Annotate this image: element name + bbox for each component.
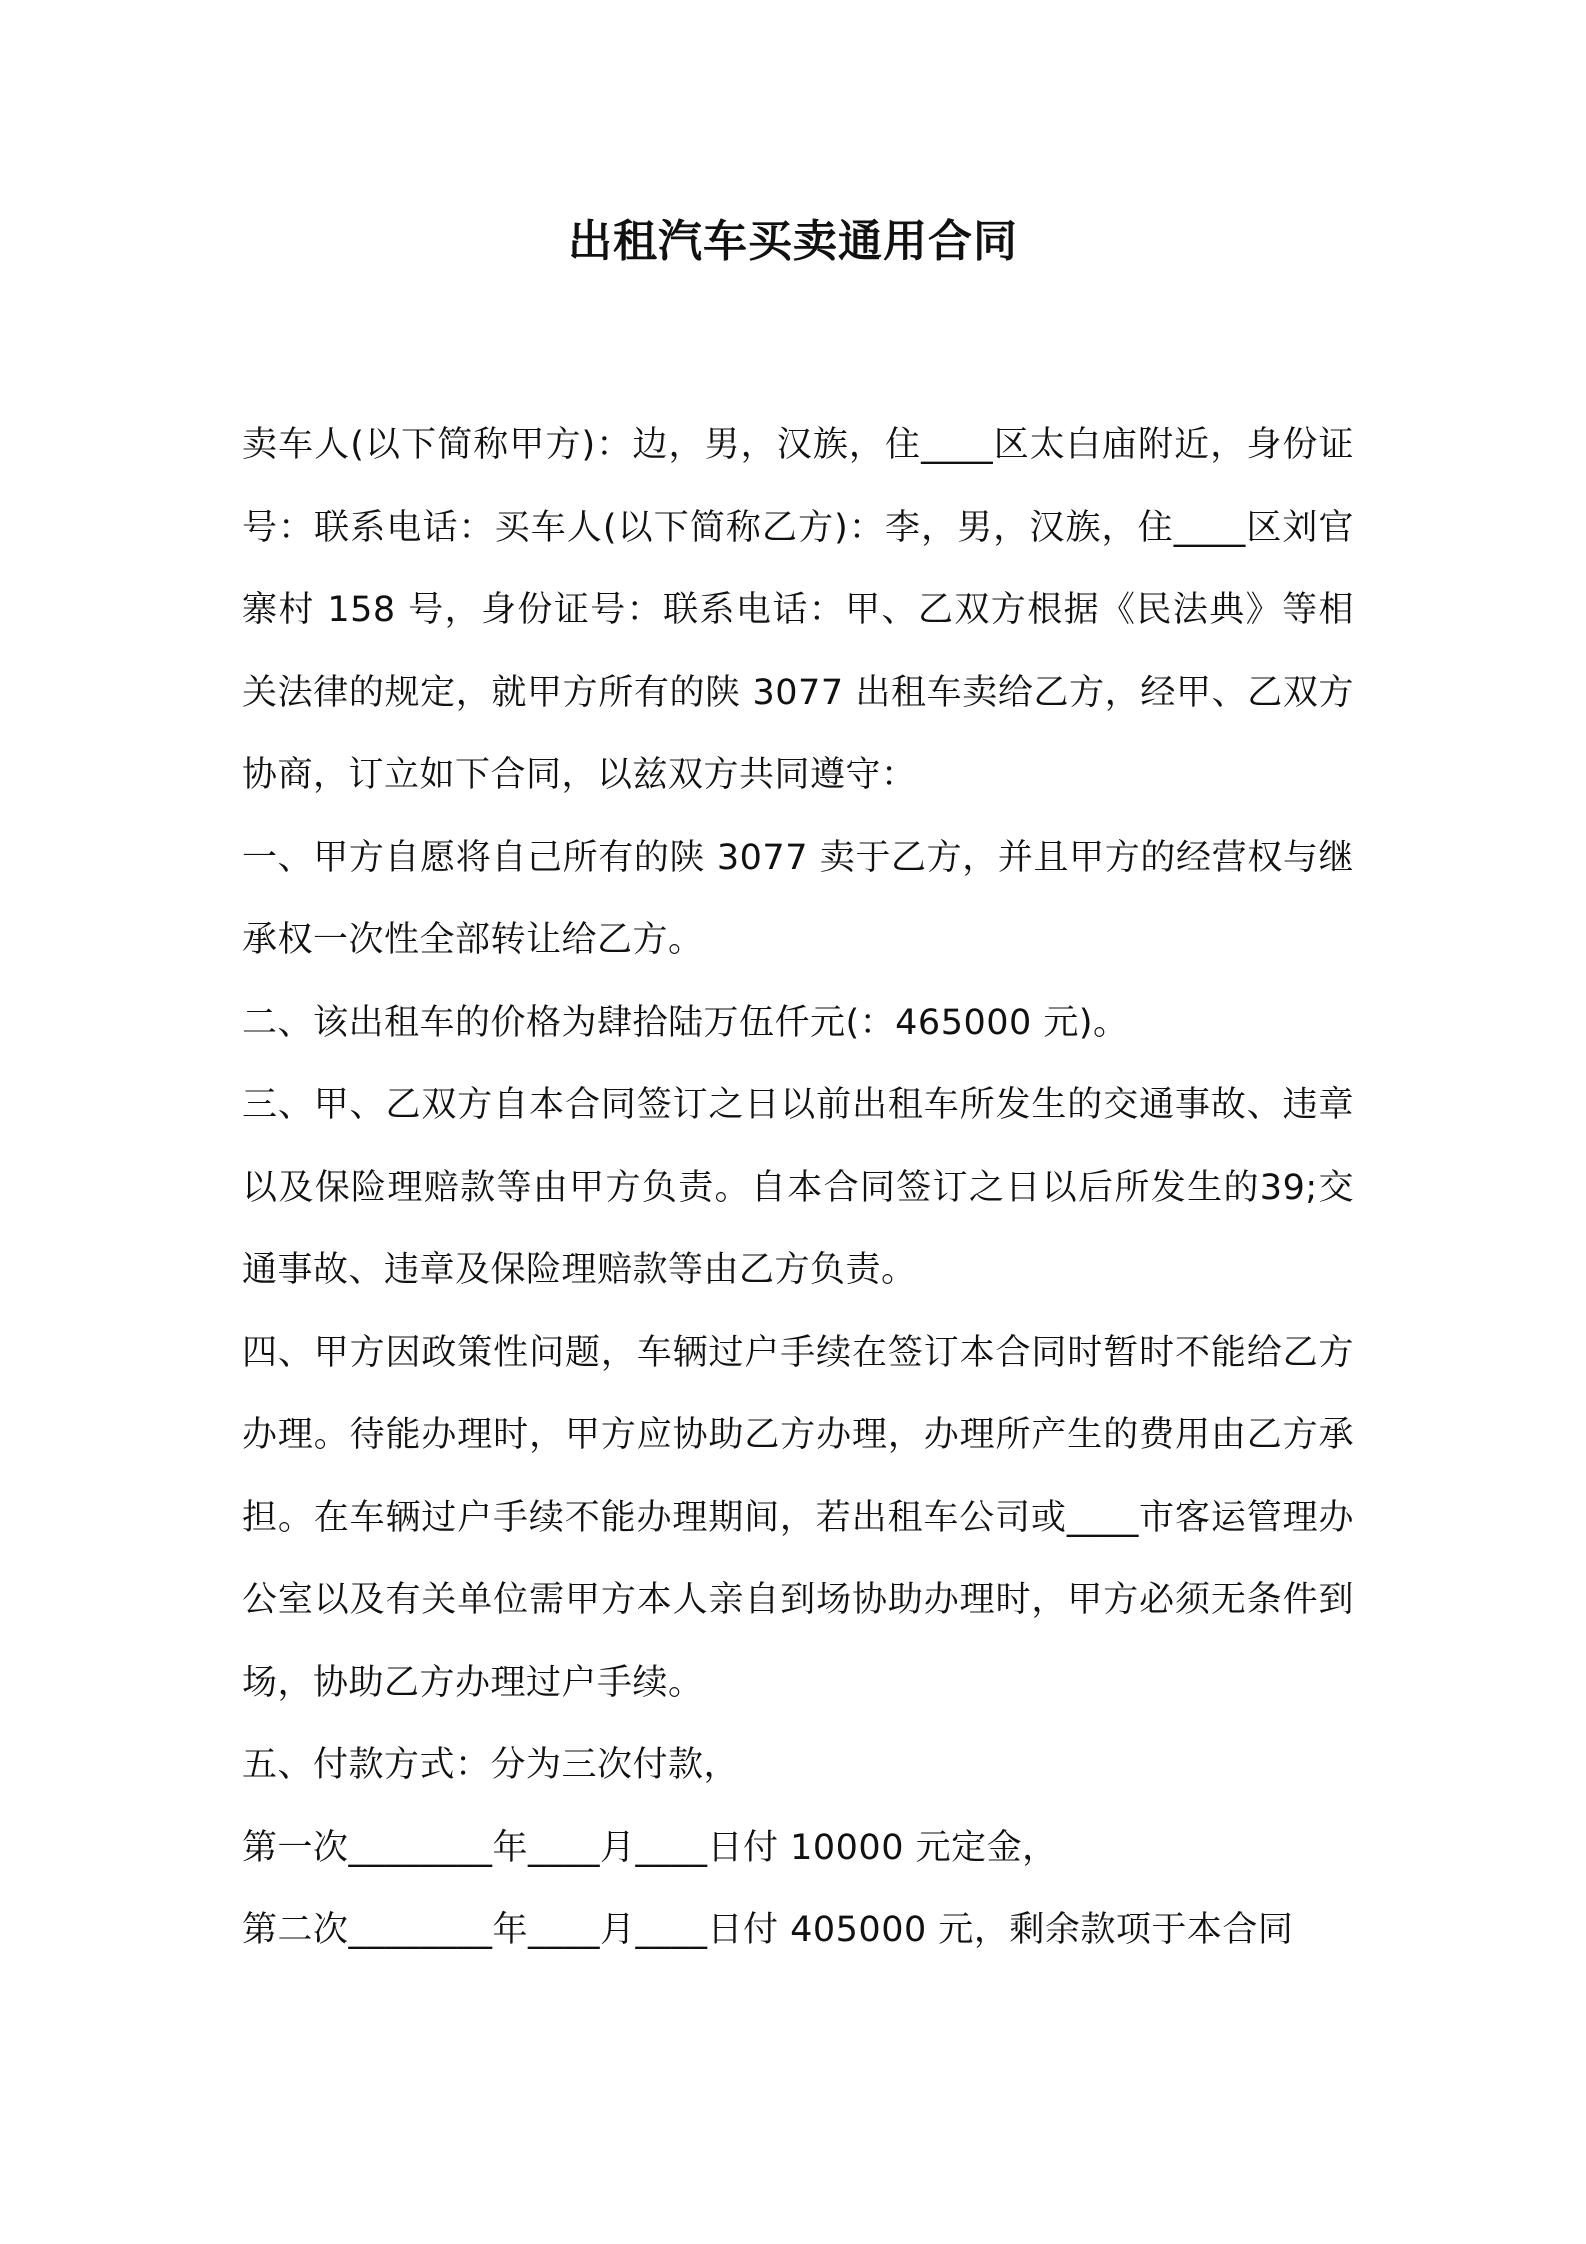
document-body bbox=[242, 404, 1354, 1972]
clause-3: 三、甲、乙双方自本合同签订之日以前出租车所发生的交通事故、违章以及保险理赔款等由甲方负责。自本合同签订之日以后所发生的39;交通事故、违章及保险理赔款等由乙方负责。 bbox=[242, 1085, 1354, 1290]
contract-preamble: 卖车人(以下简称甲方)：边，男，汉族，住____区太白庙附近，身份证号：联系电话：买车人(以下简称乙方)：李，男，汉族，住____区刘官寨村 158 号，身份证号：联系电话：甲、乙双方根据《民法典》等相关法律的规定，就甲方所有的陕 3077 出租车卖给乙方，经甲、乙双方协商，订立如下合同，以兹双方共同遵守： bbox=[242, 425, 1354, 795]
payment-second: 第二次________年____月____日付 405000 元，剩余款项于本合同 bbox=[242, 1910, 1294, 1950]
clause-4: 四、甲方因政策性问题，车辆过户手续在签订本合同时暂时不能给乙方办理。待能办理时，甲方应协助乙方办理，办理所产生的费用由乙方承担。在车辆过户手续不能办理期间，若出租车公司或____市客运管理办公室以及有关单位需甲方本人亲自到场协助办理时，甲方必须无条件到场，协助乙方办理过户手续。 bbox=[242, 1332, 1354, 1703]
document-title: 出租汽车买卖通用合同 bbox=[568, 216, 1018, 267]
payment-first: 第一次________年____月____日付 10000 元定金， bbox=[242, 1827, 1058, 1868]
clause-1: 一、甲方自愿将自己所有的陕 3077 卖于乙方，并且甲方的经营权与继承权一次性全部转让给乙方。 bbox=[242, 837, 1354, 960]
clause-5: 五、付款方式：分为三次付款， bbox=[242, 1745, 740, 1785]
clause-2: 二、该出租车的价格为肆拾陆万伍仟元(：465000 元)。 bbox=[242, 1002, 1129, 1043]
